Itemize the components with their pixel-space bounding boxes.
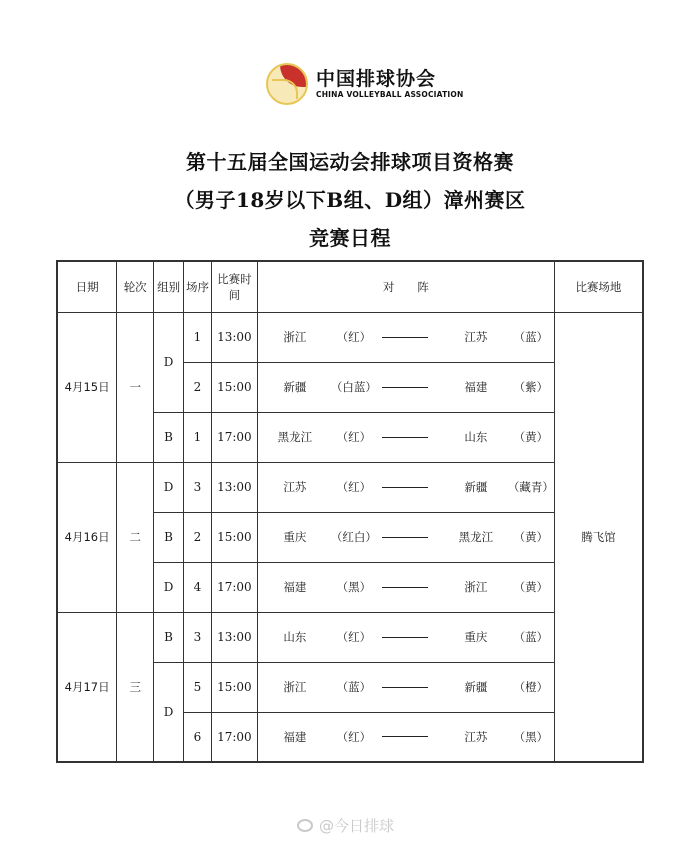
away-team: 山东 [464,430,488,444]
away-jersey-color: （紫） [513,380,549,394]
versus-line [382,337,428,338]
header-round: 轮次 [117,261,154,312]
home-team: 山东 [283,630,307,644]
group-cell: B [154,412,184,462]
home-jersey-color: （黑） [336,580,372,594]
time-cell: 13:00 [211,612,257,662]
home-jersey-color: （红） [336,430,372,444]
match-no-cell: 1 [184,412,212,462]
away-team: 新疆 [464,480,488,494]
home-team: 江苏 [283,480,307,494]
matchup-cell [257,562,554,612]
away-jersey-color: （黄） [513,430,549,444]
time-cell: 17:00 [211,412,257,462]
matchup-cell [257,712,554,762]
table-header-row [57,261,643,312]
match-no-cell: 5 [184,662,212,712]
versus-line [382,736,428,737]
match-no-cell: 2 [184,512,212,562]
away-team: 新疆 [464,680,488,694]
away-jersey-color: （黑） [513,729,549,744]
group-cell: D [154,462,184,512]
group-cell: B [154,612,184,662]
home-jersey-color: （蓝） [336,680,372,694]
group-cell: D [154,562,184,612]
home-jersey-color: （红） [336,630,372,644]
weibo-icon [297,819,313,832]
away-team: 浙江 [464,580,488,594]
away-jersey-color: （黄） [513,530,549,544]
watermark-text: @今日排球 [319,817,395,835]
versus-line [382,487,428,488]
home-jersey-color: （红） [336,480,372,494]
matchup-cell [257,512,554,562]
away-team: 福建 [464,380,488,394]
away-jersey-color: （藏青） [507,480,554,494]
matchup-cell [257,412,554,462]
match-no-cell: 1 [184,312,212,362]
versus-line [382,437,428,438]
time-cell: 15:00 [211,662,257,712]
round-cell: 二 [117,462,154,612]
matchup-cell [257,612,554,662]
match-no-cell: 6 [184,712,212,762]
away-team: 重庆 [464,630,488,644]
home-jersey-color: （白蓝） [330,380,377,394]
table-row [57,312,643,362]
home-team: 黑龙江 [277,430,313,444]
header-match-no: 场序 [184,261,212,312]
volleyball-emblem-icon [266,63,308,105]
venue-cell: 腾飞馆 [554,312,643,762]
matchup-cell [257,312,554,362]
time-cell: 13:00 [211,462,257,512]
home-jersey-color: （红白） [330,530,377,544]
away-jersey-color: （蓝） [513,330,549,344]
document-title-line1: 第十五届全国运动会排球项目资格赛 [186,150,514,174]
date-cell: 4月17日 [57,612,117,762]
schedule-table [56,260,644,763]
home-jersey-color: （红） [336,729,372,744]
header-time: 比赛时间 [211,261,257,312]
versus-line [382,637,428,638]
away-jersey-color: （黄） [513,580,549,594]
document-title-line3: 竞赛日程 [309,226,391,250]
round-cell: 一 [117,312,154,462]
time-cell: 15:00 [211,362,257,412]
home-team: 重庆 [283,530,307,544]
matchup-cell [257,462,554,512]
home-team: 浙江 [283,680,307,694]
match-no-cell: 3 [184,462,212,512]
header-date: 日期 [57,261,117,312]
versus-line [382,687,428,688]
versus-line [382,537,428,538]
group-cell: B [154,512,184,562]
logo-name-cn: 中国排球协会 [316,68,437,90]
time-cell: 17:00 [211,562,257,612]
group-cell: D [154,662,184,762]
versus-line [382,387,428,388]
header-matchup: 对 阵 [257,261,554,312]
away-team: 江苏 [464,729,488,744]
home-team: 福建 [283,729,307,744]
date-cell: 4月16日 [57,462,117,612]
weibo-watermark [297,815,394,836]
away-jersey-color: （蓝） [513,630,549,644]
match-no-cell: 4 [184,562,212,612]
header-group: 组别 [154,261,184,312]
away-team: 江苏 [464,330,488,344]
header-venue: 比赛场地 [554,261,643,312]
home-team: 浙江 [283,330,307,344]
association-logo [266,62,463,106]
matchup-cell [257,662,554,712]
home-team: 新疆 [283,380,307,394]
match-no-cell: 2 [184,362,212,412]
away-team: 黑龙江 [458,530,494,544]
time-cell: 13:00 [211,312,257,362]
document-title-line2: （男子18岁以下B组、D组）漳州赛区 [174,188,526,212]
time-cell: 15:00 [211,512,257,562]
home-team: 福建 [283,580,307,594]
matchup-cell [257,362,554,412]
date-cell: 4月15日 [57,312,117,462]
away-jersey-color: （橙） [513,680,549,694]
time-cell: 17:00 [211,712,257,762]
logo-name-en: CHINA VOLLEYBALL ASSOCIATION [316,90,464,99]
home-jersey-color: （红） [336,330,372,344]
round-cell: 三 [117,612,154,762]
versus-line [382,587,428,588]
group-cell: D [154,312,184,412]
match-no-cell: 3 [184,612,212,662]
